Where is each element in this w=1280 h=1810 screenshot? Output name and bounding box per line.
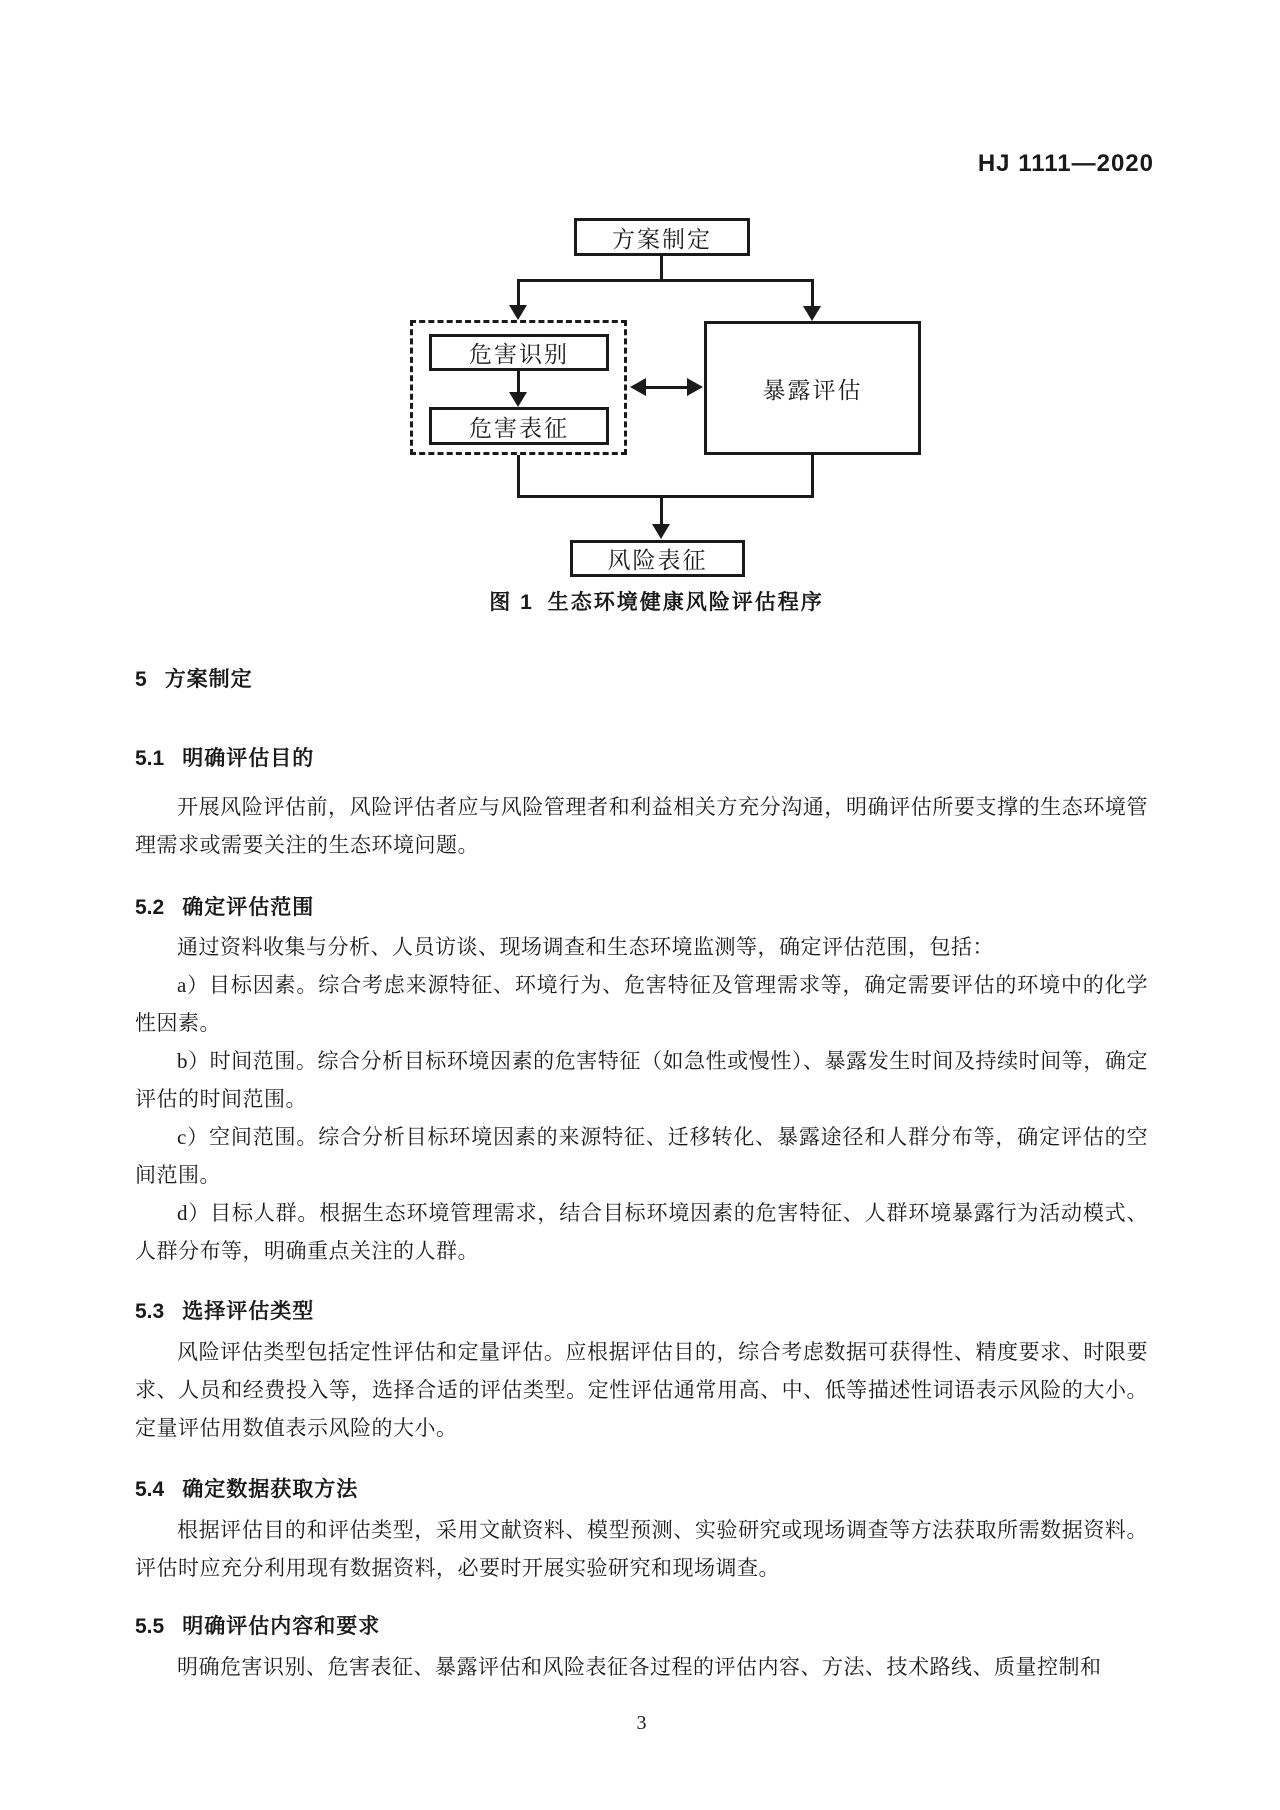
arrow-down-icon xyxy=(652,524,670,539)
flow-node-exposure-assessment-label: 暴露评估 xyxy=(762,377,863,403)
figure-1-flowchart xyxy=(0,0,1280,620)
arrow-left-icon xyxy=(630,378,646,396)
connector-line xyxy=(811,455,814,498)
arrow-down-icon xyxy=(803,306,821,321)
arrow-right-icon xyxy=(687,378,703,396)
section-number: 5 xyxy=(135,668,147,691)
flow-node-plan xyxy=(574,218,750,256)
section-title: 确定数据获取方法 xyxy=(182,1478,359,1501)
figure-caption-number: 图 1 xyxy=(489,591,534,614)
section-title: 确定评估范围 xyxy=(182,896,315,919)
list-item-d: d）目标人群。根据生态环境管理需求，结合目标环境因素的危害特征、人群环境暴露行为活动模式、人群分布等，明确重点关注的人群。 xyxy=(135,1201,1148,1263)
flow-node-hazard-characterization xyxy=(429,407,609,445)
flow-node-risk-characterization-label: 风险表征 xyxy=(607,548,708,573)
connector-line xyxy=(644,386,688,389)
connector-line xyxy=(517,495,814,498)
arrow-down-icon xyxy=(509,392,527,407)
section-heading-5-1 xyxy=(135,742,1148,772)
page-number: 3 xyxy=(636,1712,647,1734)
section-heading-5-5 xyxy=(135,1610,1148,1640)
section-title: 方案制定 xyxy=(164,668,253,691)
list-item-c: c）空间范围。综合分析目标环境因素的来源特征、迁移转化、暴露途径和人群分布等，确定评估的空间范围。 xyxy=(135,1125,1148,1187)
paragraph: 风险评估类型包括定性评估和定量评估。应根据评估目的，综合考虑数据可获得性、精度要求、时限要求、人员和经费投入等，选择合适的评估类型。定性评估通常用高、中、低等描述性词语表示风险的大小。定量评估用数值表示风险的大小。 xyxy=(135,1340,1148,1440)
paragraph: 开展风险评估前，风险评估者应与风险管理者和利益相关方充分沟通，明确评估所要支撑的生态环境管理需求或需要关注的生态环境问题。 xyxy=(135,795,1148,857)
section-title: 明确评估目的 xyxy=(182,747,315,770)
flow-node-plan-label: 方案制定 xyxy=(612,226,712,252)
section-number: 5.3 xyxy=(135,1300,165,1323)
figure-caption xyxy=(150,586,1163,616)
connector-line xyxy=(517,279,520,305)
section-number: 5.4 xyxy=(135,1478,165,1501)
section-number: 5.2 xyxy=(135,896,165,919)
flow-node-hazard-identification xyxy=(429,334,609,371)
paragraph: 根据评估目的和评估类型，采用文献资料、模型预测、实验研究或现场调查等方法获取所需数据资料。评估时应充分利用现有数据资料，必要时开展实验研究和现场调查。 xyxy=(135,1518,1148,1580)
list-item-b: b）时间范围。综合分析目标环境因素的危害特征（如急性或慢性）、暴露发生时间及持续时间等，确定评估的时间范围。 xyxy=(135,1049,1148,1111)
section-heading-5-2 xyxy=(135,891,1148,921)
section-number: 5.1 xyxy=(135,747,165,770)
connector-line xyxy=(517,279,814,282)
flow-node-hazard-characterization-label: 危害表征 xyxy=(469,415,569,441)
flow-node-hazard-identification-label: 危害识别 xyxy=(469,342,569,367)
section-heading-5-4 xyxy=(135,1473,1148,1503)
standard-number: HJ 1111—2020 xyxy=(977,150,1154,177)
connector-line xyxy=(660,495,663,525)
flow-node-exposure-assessment xyxy=(704,321,921,455)
section-title: 选择评估类型 xyxy=(182,1300,315,1323)
section-heading-5-3 xyxy=(135,1295,1148,1325)
section-title: 明确评估内容和要求 xyxy=(182,1615,381,1638)
connector-line xyxy=(811,279,814,306)
arrow-down-icon xyxy=(509,305,527,320)
paragraph: 明确危害识别、危害表征、暴露评估和风险表征各过程的评估内容、方法、技术路线、质量控制和 xyxy=(177,1655,1102,1679)
section-number: 5.5 xyxy=(135,1615,165,1638)
connector-line xyxy=(517,371,520,393)
flow-node-risk-characterization xyxy=(570,540,745,577)
list-item-a: a）目标因素。综合考虑来源特征、环境行为、危害特征及管理需求等，确定需要评估的环境中的化学性因素。 xyxy=(135,973,1148,1035)
connector-line xyxy=(517,455,520,498)
paragraph: 通过资料收集与分析、人员访谈、现场调查和生态环境监测等，确定评估范围，包括： xyxy=(177,935,994,959)
figure-caption-title: 生态环境健康风险评估程序 xyxy=(547,591,824,614)
section-heading-5 xyxy=(135,663,1148,693)
